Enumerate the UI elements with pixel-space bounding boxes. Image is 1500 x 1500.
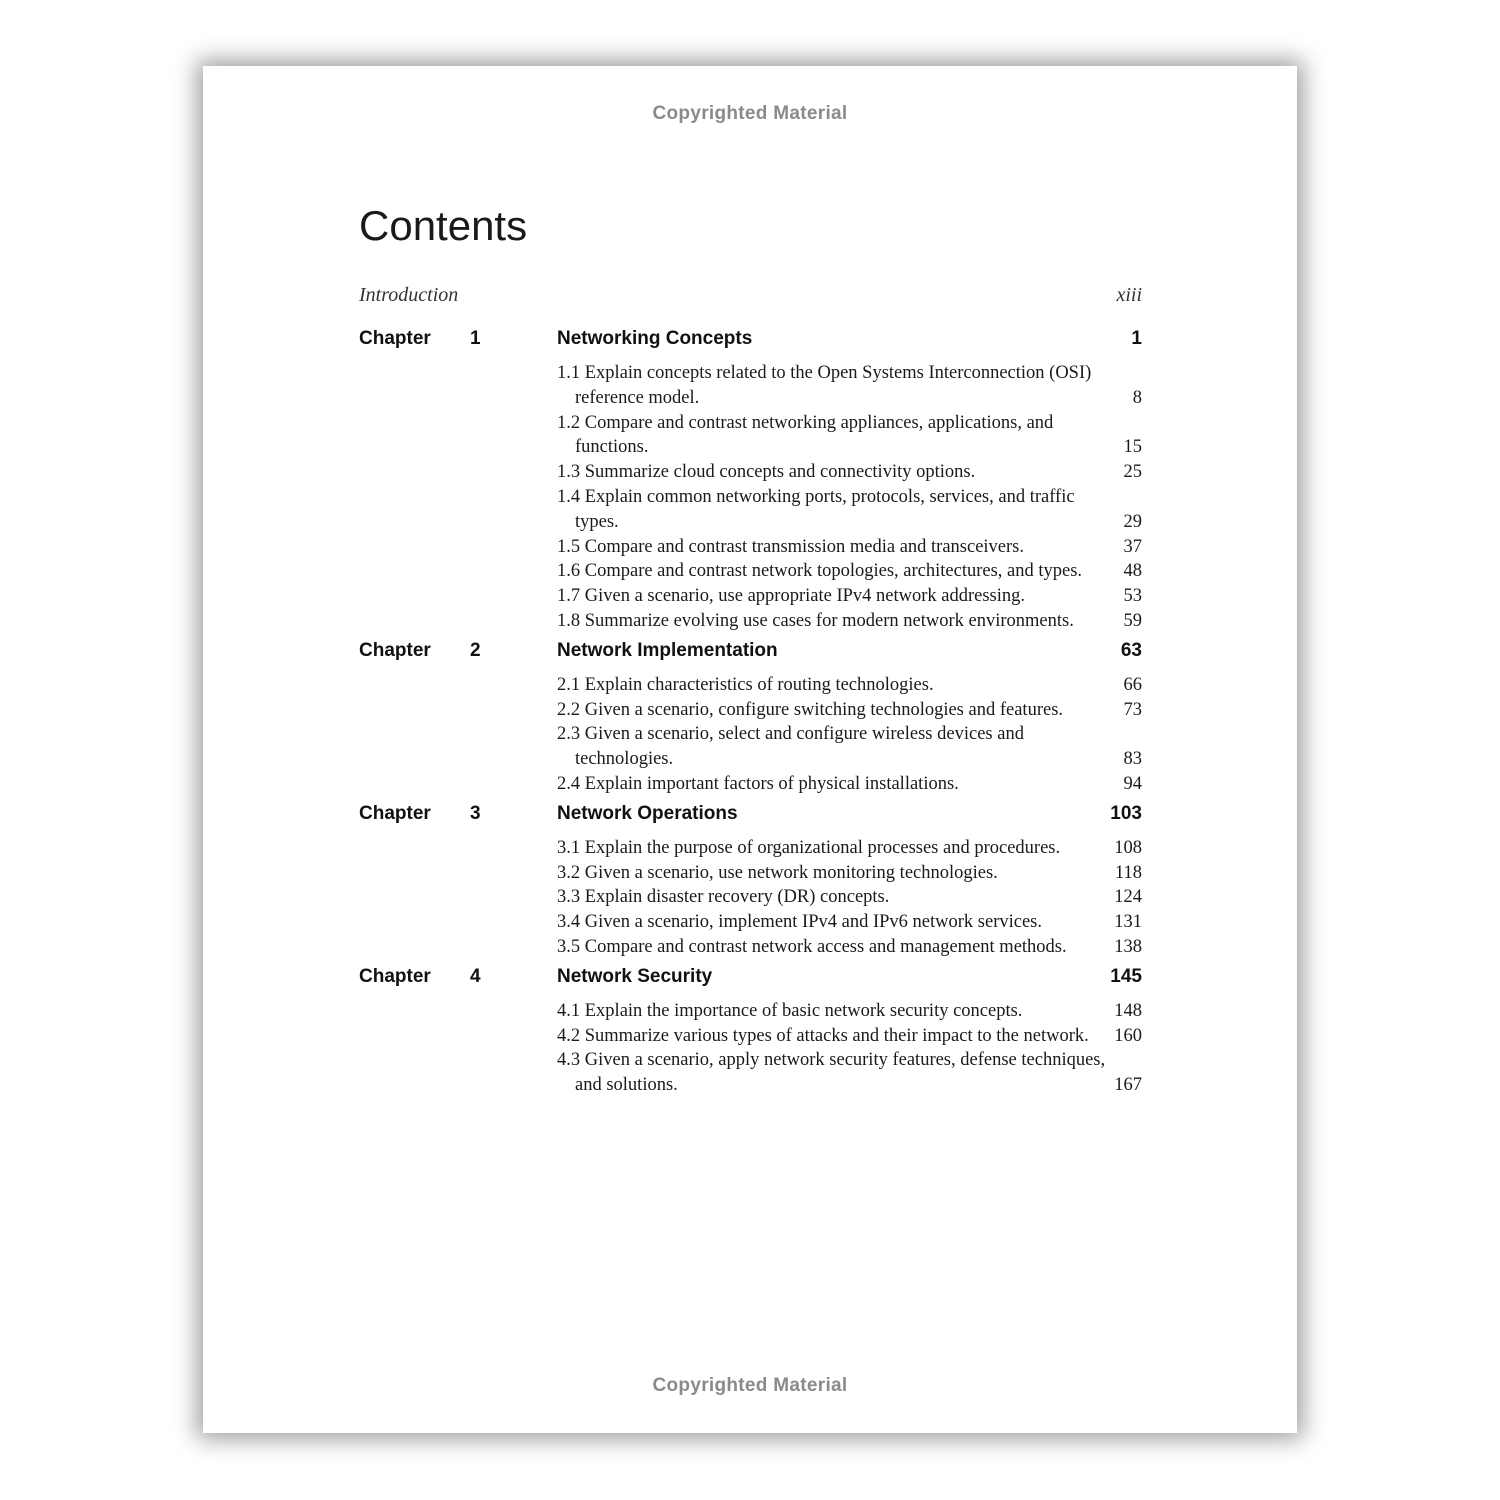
section-entry — [359, 609, 1142, 634]
section-page-number: 73 — [1123, 699, 1142, 720]
chapter-word: Chapter — [359, 328, 431, 349]
chapter-title: Network Security — [557, 965, 713, 987]
chapter-title: Network Operations — [557, 802, 738, 824]
section-page-number: 29 — [1123, 511, 1142, 532]
section-entry — [359, 999, 1142, 1024]
chapter-page-number: 1 — [1131, 328, 1142, 349]
chapter-row — [359, 640, 1142, 666]
section-title: 1.8 Summarize evolving use cases for modern network environments. — [557, 610, 1074, 631]
section-list — [359, 999, 1142, 1098]
section-entry — [359, 698, 1142, 723]
section-list — [359, 836, 1142, 960]
section-page-number: 59 — [1123, 610, 1142, 631]
section-title: 4.3 Given a scenario, apply network security features, defense techniques, and solutions. — [557, 1050, 1106, 1096]
chapter-row — [359, 803, 1142, 829]
section-title: 3.3 Explain disaster recovery (DR) concepts. — [557, 887, 890, 908]
section-page-number: 37 — [1123, 536, 1142, 557]
section-title: 1.1 Explain concepts related to the Open Systems Interconnection (OSI) reference model. — [557, 363, 1092, 408]
chapter-number: 4 — [470, 965, 481, 987]
section-entry — [359, 559, 1142, 584]
section-page-number: 66 — [1123, 674, 1142, 695]
chapter-page-number: 145 — [1110, 965, 1142, 987]
section-entry — [359, 361, 1142, 411]
section-title: 1.5 Compare and contrast transmission media and transceivers. — [557, 536, 1024, 557]
copyright-footer: Copyrighted Material — [652, 1375, 848, 1396]
section-title: 3.5 Compare and contrast network access and management methods. — [557, 936, 1067, 957]
section-title: 3.2 Given a scenario, use network monitoring technologies. — [557, 862, 998, 883]
section-page-number: 25 — [1123, 462, 1142, 483]
section-entry — [359, 935, 1142, 960]
section-entry — [359, 460, 1142, 485]
section-page-number: 124 — [1114, 887, 1142, 908]
section-entry — [359, 910, 1142, 935]
section-title: 3.1 Explain the purpose of organizational processes and procedures. — [557, 837, 1061, 858]
section-entry — [359, 673, 1142, 698]
section-title: 1.7 Given a scenario, use appropriate IPv4 network addressing. — [557, 586, 1026, 607]
section-page-number: 108 — [1114, 837, 1142, 858]
section-page-number: 48 — [1123, 561, 1142, 582]
section-page-number: 160 — [1114, 1025, 1142, 1046]
section-page-number: 83 — [1123, 749, 1142, 770]
section-page-number: 167 — [1114, 1075, 1142, 1096]
copyright-header: Copyrighted Material — [652, 103, 848, 124]
section-title: 4.2 Summarize various types of attacks and their impact to the network. — [557, 1025, 1089, 1046]
section-entry — [359, 772, 1142, 797]
section-title: 1.2 Compare and contrast networking appliances, applications, and functions. — [557, 412, 1054, 458]
section-title: 1.6 Compare and contrast network topologies, architectures, and types. — [557, 561, 1083, 582]
table-of-contents — [359, 328, 1142, 1104]
page-title: Contents — [359, 202, 528, 249]
section-entry — [359, 584, 1142, 609]
chapter-row — [359, 328, 1142, 354]
section-entry — [359, 722, 1142, 772]
section-page-number: 118 — [1114, 862, 1142, 883]
section-list — [359, 361, 1142, 634]
section-title: 3.4 Given a scenario, implement IPv4 and IPv6 network services. — [557, 912, 1042, 933]
section-entry — [359, 411, 1142, 461]
section-title: 1.3 Summarize cloud concepts and connectivity options. — [557, 462, 976, 483]
section-entry — [359, 535, 1142, 560]
section-title: 4.1 Explain the importance of basic network security concepts. — [557, 1000, 1023, 1021]
section-page-number: 148 — [1114, 1000, 1142, 1021]
intro-label: Introduction — [359, 284, 459, 306]
section-page-number: 53 — [1123, 586, 1142, 607]
section-entry — [359, 885, 1142, 910]
section-page-number: 94 — [1123, 773, 1142, 794]
section-entry — [359, 836, 1142, 861]
section-title: 2.1 Explain characteristics of routing technologies. — [557, 674, 934, 695]
section-title: 2.3 Given a scenario, select and configure wireless devices and technologies. — [557, 724, 1024, 770]
chapter-number: 3 — [470, 802, 481, 824]
chapter-title: Network Implementation — [557, 639, 778, 661]
section-list — [359, 673, 1142, 797]
section-entry — [359, 861, 1142, 886]
section-page-number: 15 — [1123, 437, 1142, 458]
section-page-number: 8 — [1132, 387, 1142, 408]
chapter-word: Chapter — [359, 802, 431, 824]
chapter-row — [359, 966, 1142, 992]
section-title: 1.4 Explain common networking ports, protocols, services, and traffic types. — [557, 486, 1075, 532]
chapter-word: Chapter — [359, 639, 431, 661]
intro-page-number: xiii — [1116, 284, 1142, 306]
section-entry — [359, 485, 1142, 535]
chapter-number: 1 — [470, 328, 481, 349]
chapter-page-number: 103 — [1110, 802, 1142, 824]
section-entry — [359, 1024, 1142, 1049]
section-title: 2.2 Given a scenario, configure switching technologies and features. — [557, 699, 1064, 720]
chapter-page-number: 63 — [1120, 639, 1142, 661]
book-page — [203, 66, 1297, 1433]
section-page-number: 131 — [1114, 912, 1142, 933]
section-title: 2.4 Explain important factors of physical installations. — [557, 773, 959, 794]
chapter-title: Networking Concepts — [557, 328, 753, 349]
section-page-number: 138 — [1114, 936, 1142, 957]
chapter-word: Chapter — [359, 965, 431, 987]
section-entry — [359, 1048, 1142, 1098]
chapter-number: 2 — [470, 639, 481, 661]
